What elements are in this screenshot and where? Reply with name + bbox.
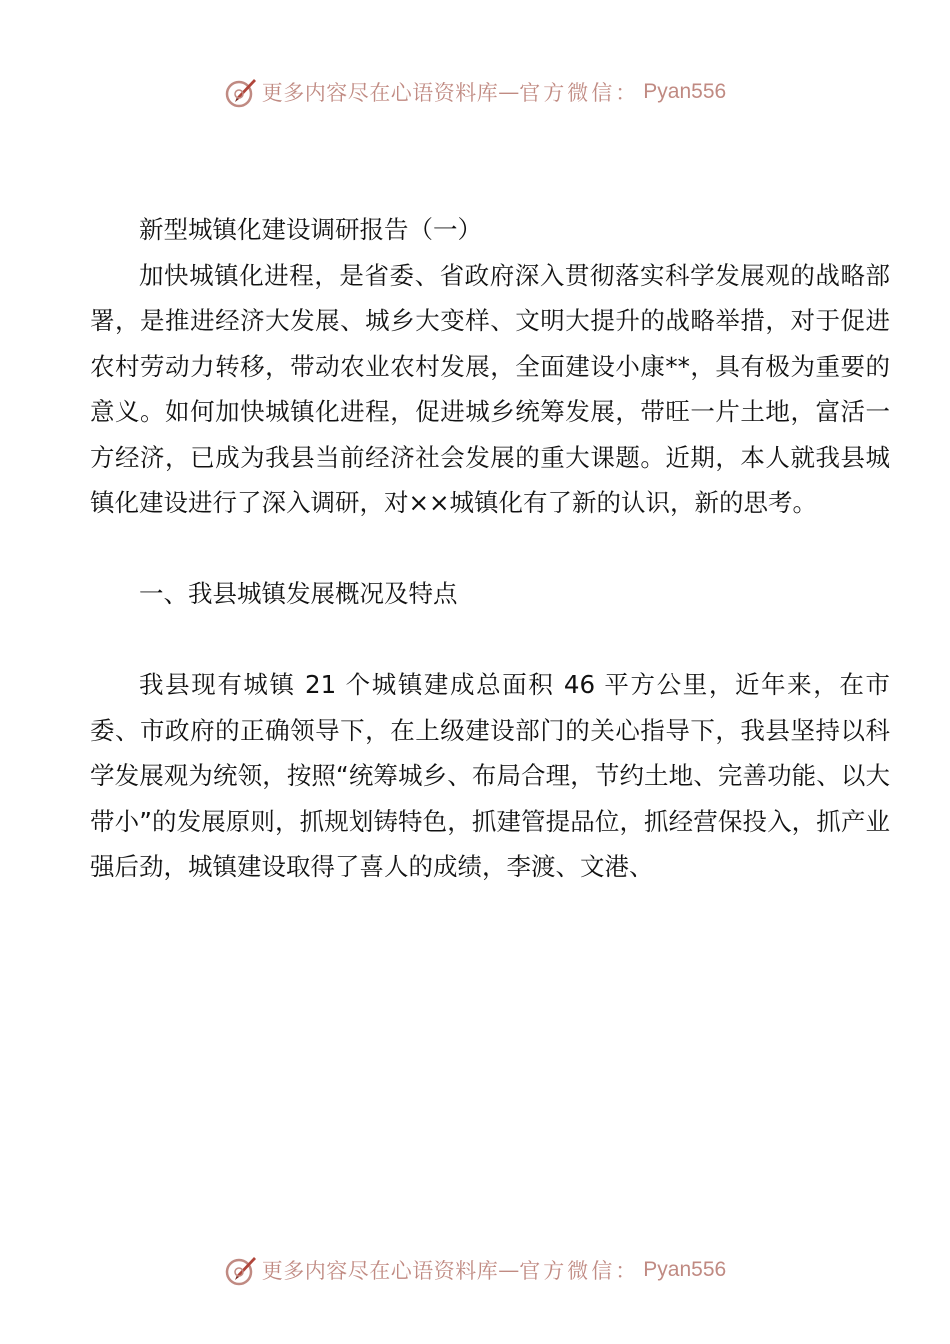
paragraph-gap (90, 526, 890, 572)
footer-banner (0, 1250, 950, 1290)
banner-wechat-label: 官方微信： (519, 81, 640, 105)
banner-wechat-id: Pyan556 (643, 1258, 727, 1281)
banner-wechat-label: 官方微信： (519, 1259, 640, 1283)
paragraph-gap (90, 617, 890, 663)
intro-paragraph: 加快城镇化进程，是省委、省政府深入贯彻落实科学发展观的战略部署，是推进经济大发展、城乡大变样、文明大提升的战略举措，对于促进农村劳动力转移，带动农业农村发展，全面建设小康**，具有极为重要的意义。如何加快城镇化进程，促进城乡统筹发展，带旺一片土地，富活一方经济，已成为我县当前经济社会发展的重大课题。近期，本人就我县城镇化建设进行了深入调研，对××城镇化有了新的认识，新的思考。 (90, 260, 890, 517)
document-body (90, 207, 890, 890)
banner-brand-text: 更多内容尽在心语资料库 (261, 1259, 499, 1283)
banner-wechat-id: Pyan556 (643, 80, 727, 103)
pen-nib-logo-icon (224, 75, 258, 109)
section-heading: 一、我县城镇发展概况及特点 (139, 579, 458, 608)
section-paragraph: 我县现有城镇 21 个城镇建成总面积 46 平方公里，近年来，在市委、市政府的正确领导下，在上级建设部门的关心指导下，我县坚持以科学发展观为统领，按照“统筹城乡、布局合理，节约土地、完善功能、以大带小”的发展原则，抓规划铸特色，抓建管提品位，抓经营保投入，抓产业强后劲，城镇建设取得了喜人的成绩，李渡、文港、 (90, 670, 890, 881)
pen-nib-logo-icon (224, 1253, 258, 1287)
document-title: 新型城镇化建设调研报告（一） (139, 215, 482, 244)
banner-brand-text: 更多内容尽在心语资料库 (261, 81, 499, 105)
banner-separator: — (498, 1258, 520, 1282)
banner-separator: — (498, 80, 520, 104)
header-banner (0, 72, 950, 112)
